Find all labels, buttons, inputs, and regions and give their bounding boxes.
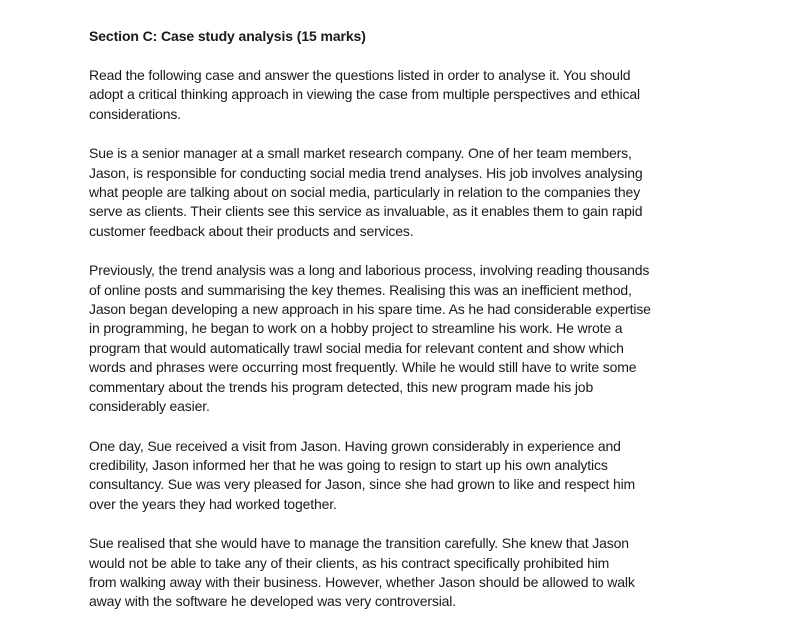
paragraph-line: Sue is a senior manager at a small market research company. One of her team members, [89,145,632,162]
paragraph-line: considerably easier. [89,398,210,415]
case-paragraph-1 [89,144,709,241]
paragraph-line: from walking away with their business. However, whether Jason should be allowed to walk [89,573,635,590]
section-heading: Section C: Case study analysis (15 marks) [89,28,366,44]
paragraph-line: in programming, he began to work on a hobby project to streamline his work. He wrote a [89,320,623,337]
paragraph-line: Previously, the trend analysis was a long and laborious process, involving reading thousands [89,262,650,279]
paragraph-line: credibility, Jason informed her that he was going to resign to start up his own analytics [89,456,608,473]
paragraph-line: program that would automatically trawl social media for relevant content and show which [89,339,624,356]
paragraph-line: what people are talking about on social media, particularly in relation to the companies they [89,184,641,201]
paragraph-line: away with the software he developed was very controversial. [89,593,457,610]
paragraph-line: Sue realised that she would have to manage the transition carefully. She knew that Jason [89,535,629,552]
paragraph-line: commentary about the trends his program detected, this new program made his job [89,378,594,395]
paragraph-line: words and phrases were occurring most frequently. While he would still have to write some [89,359,637,376]
paragraph-line: Jason, is responsible for conducting social media trend analyses. His job involves analysing [89,164,643,181]
paragraph-line: consultancy. Sue was very pleased for Jason, since she had grown to like and respect him [89,476,636,493]
case-paragraph-3 [89,437,709,515]
paragraph-line: serve as clients. Their clients see this service as invaluable, as it enables them to gain rapid [89,203,643,220]
paragraph-line: Jason began developing a new approach in his spare time. As he had considerable expertise [89,301,651,318]
paragraph-line: adopt a critical thinking approach in viewing the case from multiple perspectives and ethical [89,86,641,103]
paragraph-line: would not be able to take any of their clients, as his contract specifically prohibited him [89,554,610,571]
paragraph-line: over the years they had worked together. [89,495,337,512]
paragraph-line: considerations. [89,105,181,122]
case-paragraph-4 [89,534,709,612]
paragraph-line: Read the following case and answer the questions listed in order to analyse it. You should [89,67,631,83]
paragraph-line: of online posts and summarising the key themes. Realising this was an inefficient method, [89,281,632,298]
case-paragraph-2 [89,261,709,416]
intro-paragraph [89,66,709,124]
document-page [89,27,709,632]
paragraph-line: customer feedback about their products and services. [89,222,414,239]
paragraph-line: One day, Sue received a visit from Jason. Having grown considerably in experience and [89,437,621,454]
